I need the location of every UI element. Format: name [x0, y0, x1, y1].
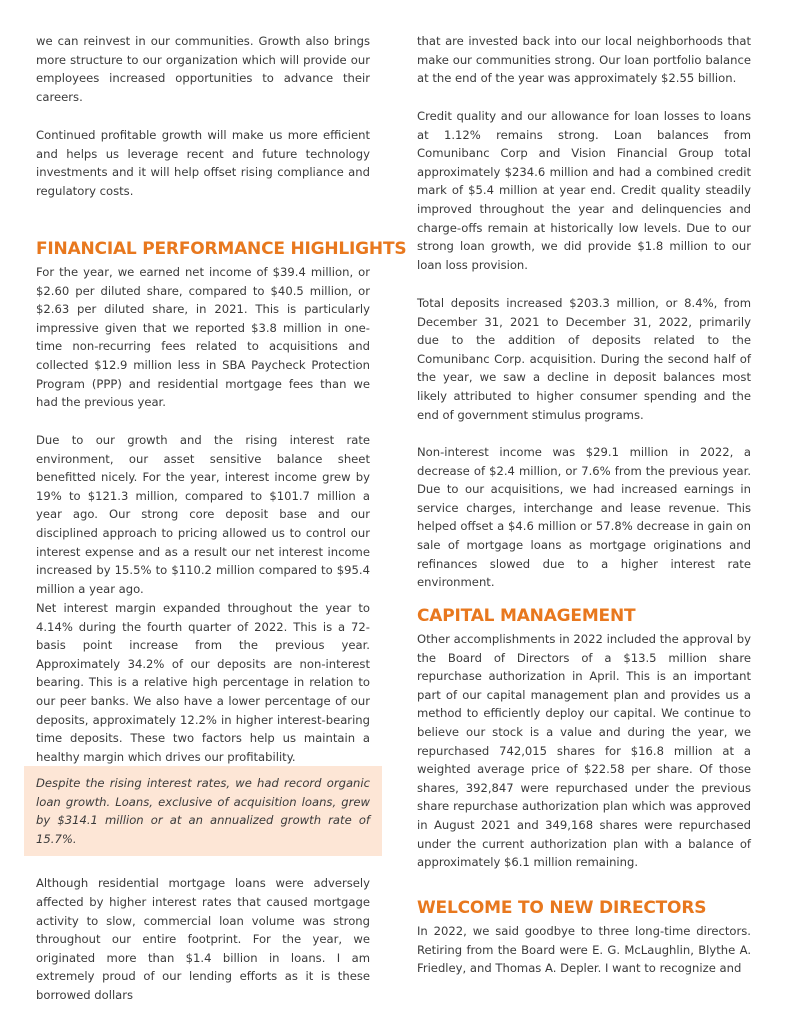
paragraph-total-deposits: Total deposits increased $203.3 million, or 8.4%, from December 31, 2021 to December 31, 2022, primarily due to the addition of deposits related to the Comunibanc Corp. acquisition. During the second half of the year, we saw a decline in deposit balances most likely attributed to higher consumer spending and the end of government stimulus programs.	[417, 296, 751, 422]
heading-welcome-directors: WELCOME TO NEW DIRECTORS	[417, 898, 707, 918]
callout-text: Despite the rising interest rates, we had record organic loan growth. Loans, exclusive of acquisition loans, grew by $314.1 million or at an annualized growth rate of 15.7%.	[36, 776, 370, 846]
paragraph-reinvest: we can reinvest in our communities. Growth also brings more structure to our organization which will provide our employees increased opportunities to advance their careers.	[36, 34, 370, 104]
paragraph-non-interest-income: Non-interest income was $29.1 million in 2022, a decrease of $2.4 million, or 7.6% from the previous year. Due to our acquisitions, we had increased earnings in service charges, interchange and lease revenue. This helped offset a $4.6 million or 57.8% decrease in gain on sale of mortgage loans as mortgage originations and refinances slowed due to a higher interest rate environment.	[417, 445, 751, 590]
paragraph-net-income: For the year, we earned net income of $39.4 million, or $2.60 per diluted share, compared to $40.5 million, or $2.63 per diluted share, in 2021. This is particularly impressive given that we reported $3.8 million in one-time non-recurring fees related to acquisitions and collected $12.9 million less in SBA Paycheck Protection Program (PPP) and residential mortgage fees than we had the previous year.	[36, 265, 370, 410]
paragraph-residential-mortgage: Although residential mortgage loans were adversely affected by higher interest rates that caused mortgage activity to slow, commercial loan volume was strong throughout our entire footprint. For the year, we originated more than $1.4 billion in loans. I am extremely proud of our lending efforts as it is these borrowed dollars	[36, 876, 370, 1002]
paragraph-retiring-directors: In 2022, we said goodbye to three long-time directors. Retiring from the Board were E. G. McLaughlin, Blythe A. Friedley, and Thomas A. Depler. I want to recognize and	[417, 924, 751, 976]
paragraph-interest-income: Due to our growth and the rising interest rate environment, our asset sensitive balance sheet benefitted nicely. For the year, interest income grew by 19% to $121.3 million, compared to $101.7 million a year ago. Our strong core deposit base and our disciplined approach to pricing allowed us to control our interest expense and as a result our net interest income increased by 15.5% to $110.2 million compared to $95.4 million a year ago.	[36, 433, 370, 596]
callout-loan-growth	[24, 766, 382, 856]
heading-financial-performance: FINANCIAL PERFORMANCE HIGHLIGHTS	[36, 239, 407, 259]
right-column	[417, 32, 751, 978]
paragraph-invested-back: that are invested back into our local neighborhoods that make our communities strong. Our loan portfolio balance at the end of the year was approximately $2.55 billion.	[417, 34, 751, 86]
paragraph-credit-quality: Credit quality and our allowance for loan losses to loans at 1.12% remains strong. Loan balances from Comunibanc Corp and Vision Financial Group total approximately $234.6 million and had a combined credit mark of $5.4 million at year end. Credit quality steadily improved throughout the year and delinquencies and charge-offs remain at historically low levels. Due to our strong loan growth, we did provide $1.8 million to our loan loss provision.	[417, 109, 751, 272]
heading-capital-management: CAPITAL MANAGEMENT	[417, 606, 636, 626]
paragraph-share-repurchase: Other accomplishments in 2022 included the approval by the Board of Directors of a $13.5 million share repurchase authorization in April. This is an important part of our capital management plan and provides us a method to efficiently deploy our capital. We continue to believe our stock is a value and during the year, we repurchased 742,015 shares for $16.8 million at a weighted average price of $22.58 per share. Of those shares, 392,847 were repurchased under the previous share repurchase authorization plan which was approved in August 2021 and 349,168 shares were repurchased under the current authorization plan with a balance of approximately $6.1 million remaining.	[417, 632, 751, 870]
paragraph-net-interest-margin: Net interest margin expanded throughout the year to 4.14% during the fourth quarter of 2022. This is a 72-basis point increase from the previous year. Approximately 34.2% of our deposits are non-interest bearing. This is a relative high percentage in relation to our peer banks. We also have a lower percentage of our deposits, approximately 12.2% in higher interest-bearing time deposits. These two factors help us maintain a healthy margin which drives our profitability.	[36, 601, 370, 764]
paragraph-profitable-growth: Continued profitable growth will make us more efficient and helps us leverage recent and future technology investments and it will help offset rising compliance and regulatory costs.	[36, 128, 370, 198]
left-column	[36, 32, 407, 1005]
